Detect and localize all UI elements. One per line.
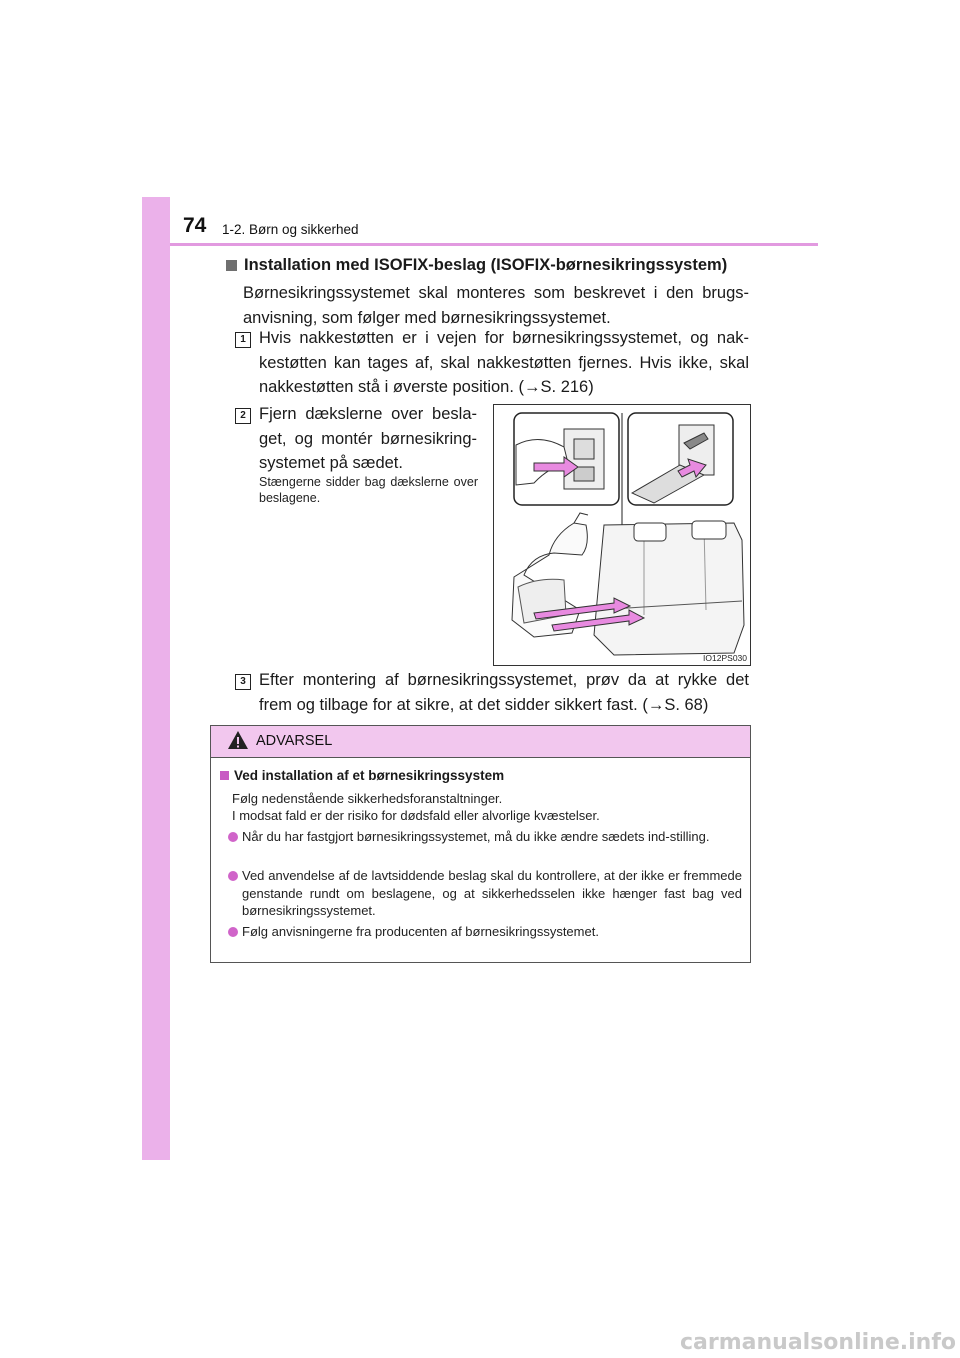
warning-line-1: Følg nedenstående sikkerhedsforanstaltninger. xyxy=(232,791,503,806)
warning-line-2: I modsat fald er der risiko for dødsfald eller alvorlige kvæstelser. xyxy=(232,808,600,823)
step-2-text: Fjern dækslerne over besla-get, og montér børnesikring-systemet på sædet. xyxy=(259,405,477,472)
warning-bullet-text: Følg anvisningerne fra producenten af børnesikringssystemet. xyxy=(242,924,599,939)
warning-header xyxy=(211,726,750,758)
section-heading xyxy=(226,256,727,275)
step-number-1: 1 xyxy=(235,332,251,348)
illustration-code: IO12PS030 xyxy=(703,653,747,663)
square-bullet-icon xyxy=(226,260,237,271)
bullet-dot-icon xyxy=(228,871,238,881)
watermark: carmanualsonline.info xyxy=(680,1330,956,1355)
heading-text: Installation med ISOFIX-beslag (ISOFIX-børnesikringssystem) xyxy=(244,256,728,274)
warning-title: ADVARSEL xyxy=(256,733,333,749)
warning-subheading xyxy=(220,768,504,783)
header-rule xyxy=(170,243,818,246)
step-2-note: Stængerne sidder bag dækslerne over beslagene. xyxy=(259,475,478,505)
warning-subheading-text: Ved installation af et børnesikringssystem xyxy=(234,768,505,783)
warning-bullet xyxy=(228,828,742,846)
warning-bullet xyxy=(228,867,742,920)
warning-box xyxy=(210,725,751,963)
section-title: 1-2. Børn og sikkerhed xyxy=(222,222,359,237)
bullet-dot-icon xyxy=(228,832,238,842)
intro-paragraph: Børnesikringssystemet skal monteres som beskrevet i den brugs-anvisning, som følger med børnesikringssystemet. xyxy=(243,284,749,327)
isofix-illustration xyxy=(493,404,751,666)
child-seat-illustration-icon xyxy=(494,405,750,665)
step-3-text: Efter montering af børnesikringssystemet, prøv da at rykke det frem og tilbage for at sikre, at det sidder sikkert fast. (→S. 68) xyxy=(259,671,749,714)
step-1-text: Hvis nakkestøtten er i vejen for børnesikringssystemet, og nak-kestøtten kan tages af, skal nakkestøtten fjernes. Hvis ikke, skal nakkestøtten stå i øverste position. (→S. 216) xyxy=(259,329,749,396)
page-number: 74 xyxy=(183,214,207,237)
side-band xyxy=(142,197,170,1160)
bullet-dot-icon xyxy=(228,927,238,937)
warning-bullet-text: Når du har fastgjort børnesikringssystemet, må du ikke ændre sædets ind-stilling. xyxy=(242,829,710,844)
warning-triangle-icon xyxy=(227,730,249,750)
warning-bullet-text: Ved anvendelse af de lavtsiddende beslag skal du kontrollere, at der ikke er fremmede genstande rundt om beslagene, og at sikkerhedsselen ikke hænger fast bag ved børnesikringssystemet. xyxy=(242,868,742,918)
step-number-2: 2 xyxy=(235,408,251,424)
step-number-3: 3 xyxy=(235,674,251,690)
warning-bullet xyxy=(228,923,742,941)
square-bullet-icon xyxy=(220,771,229,780)
